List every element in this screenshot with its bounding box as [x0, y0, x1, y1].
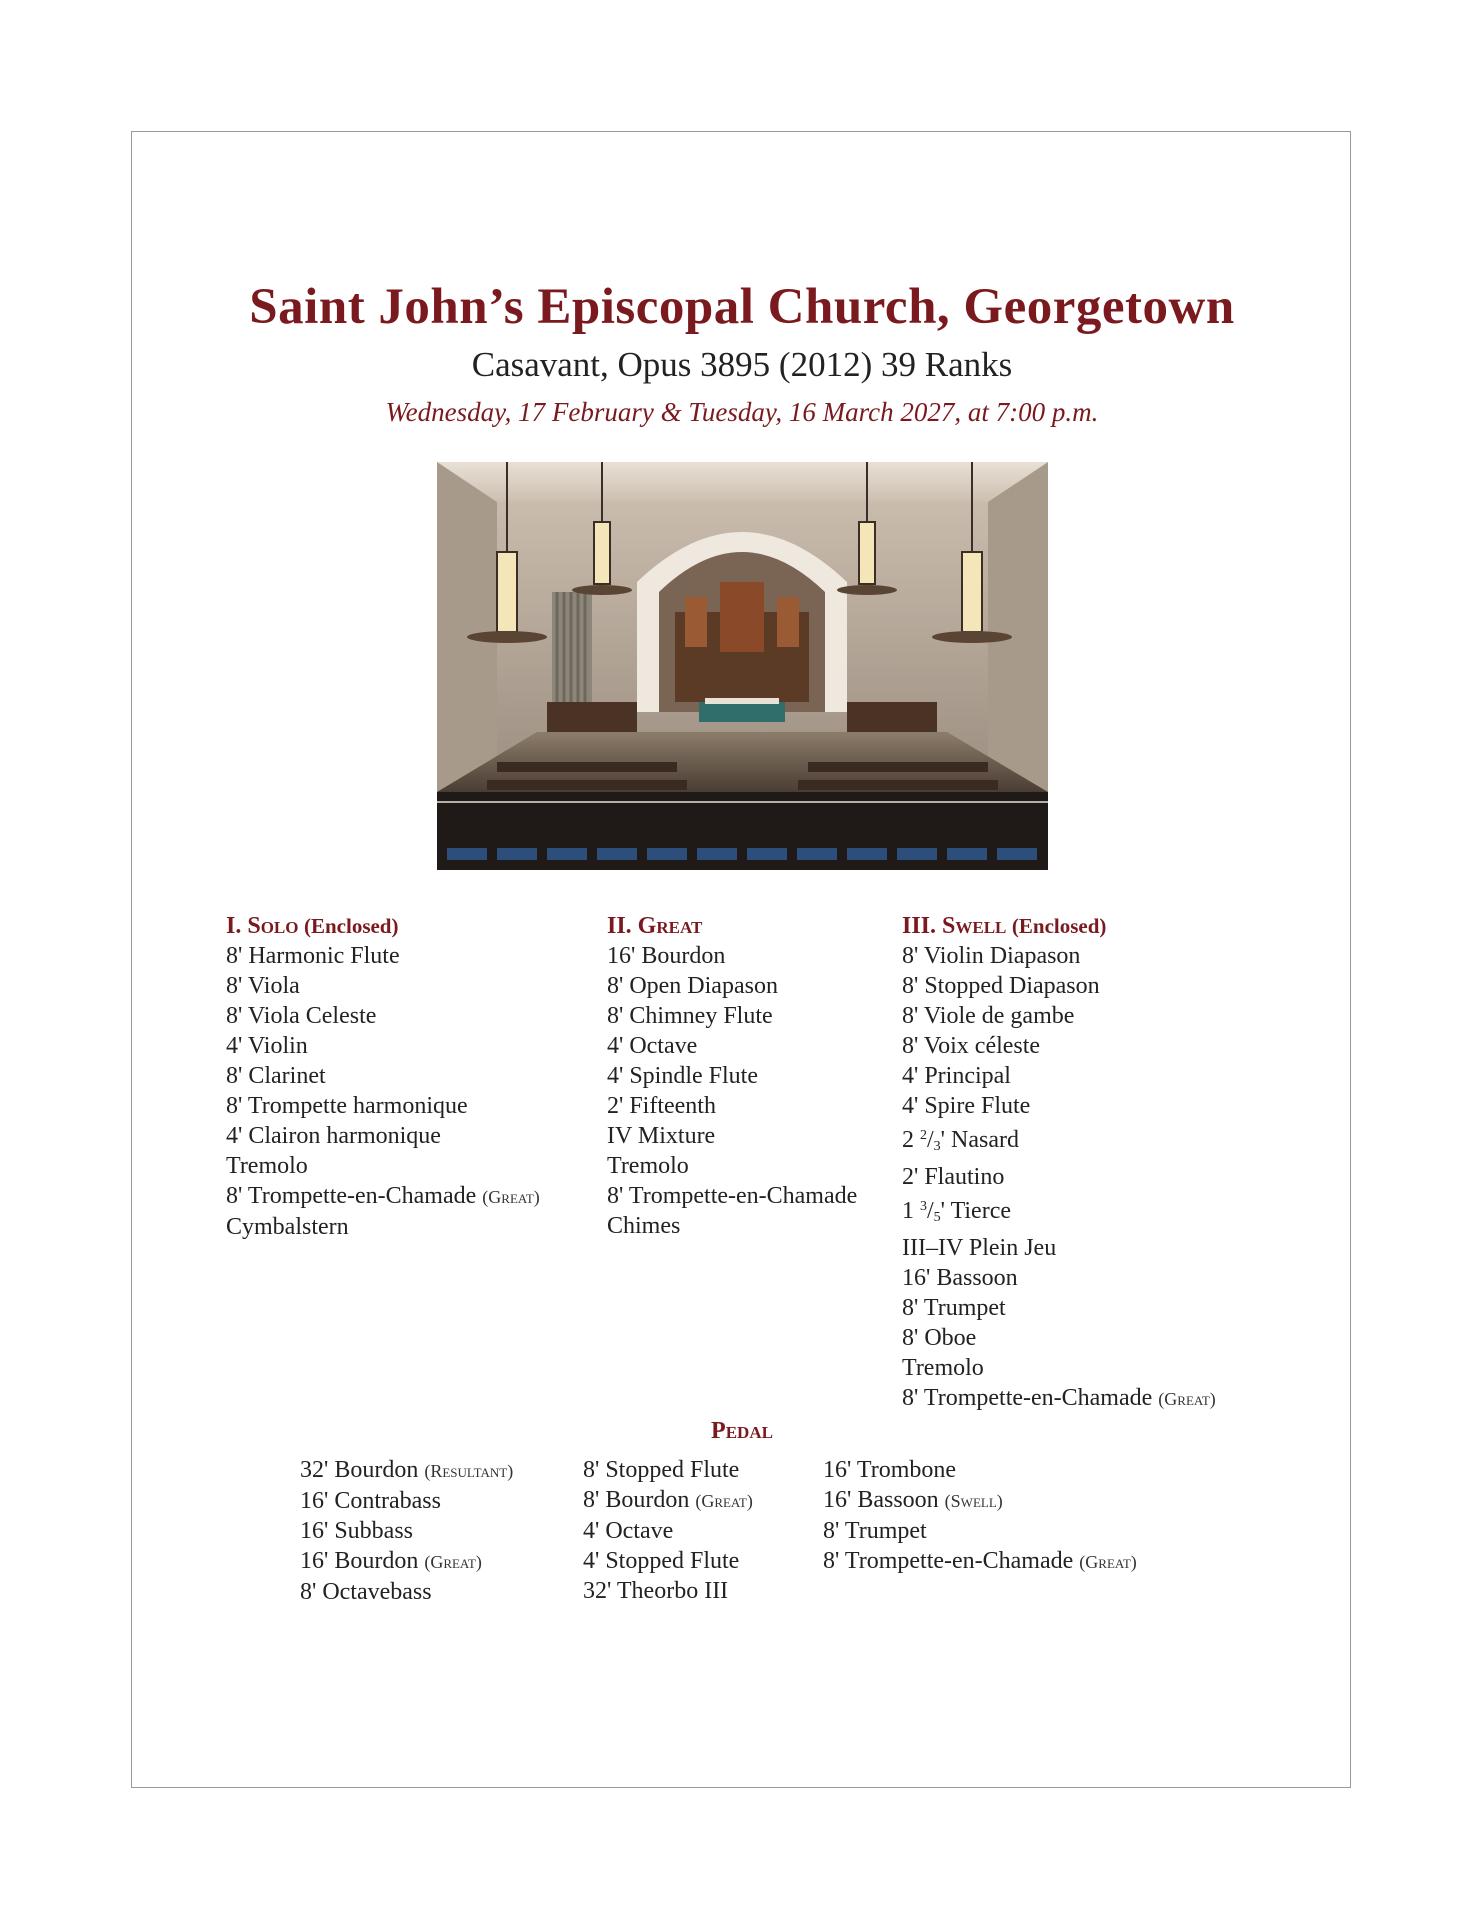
stop-item: 8' Violin Diapason: [902, 943, 1081, 969]
stop-item: 8' Octavebass: [300, 1579, 432, 1605]
stop-item: 8' Stopped Diapason: [902, 973, 1100, 999]
borrow-note: (Great): [1158, 1389, 1216, 1409]
division-heading: III. Swell (Enclosed): [902, 913, 1107, 939]
organ-subtitle: Casavant, Opus 3895 (2012) 39 Ranks: [471, 345, 1013, 384]
stop-item: 16' Contrabass: [300, 1488, 441, 1514]
stop-item: 8' Viola: [226, 973, 300, 999]
borrow-note: (Great): [482, 1187, 540, 1207]
stop-item: III–IV Plein Jeu: [902, 1235, 1057, 1261]
church-interior-photo: [437, 462, 1048, 870]
borrow-note: (Great): [1079, 1552, 1137, 1572]
stop-item: 16' Bourdon (Great): [300, 1548, 482, 1574]
stop-item: 4' Principal: [902, 1063, 1011, 1089]
pedal-column: [583, 1455, 753, 1606]
borrow-note: (Resultant): [424, 1461, 514, 1481]
borrow-note: (Great): [695, 1491, 753, 1511]
stop-item: 8' Trumpet: [823, 1518, 927, 1544]
stop-item: 8' Trompette-en-Chamade (Great): [226, 1183, 540, 1209]
concert-dateline: Wednesday, 17 February & Tuesday, 16 March 2027, at 7:00 p.m.: [385, 397, 1099, 427]
pedal-column: [300, 1455, 513, 1607]
stop-item: 4' Clairon harmonique: [226, 1123, 441, 1149]
stop-item: 32' Theorbo III: [583, 1578, 729, 1604]
stop-item: 2 $^2/_3'$ Nasard: [902, 1127, 1019, 1154]
division-great: [607, 911, 857, 1241]
stop-item: 8' Clarinet: [226, 1063, 326, 1089]
stop-item: 4' Violin: [226, 1033, 308, 1059]
stop-item: 16' Bassoon: [902, 1265, 1018, 1291]
stop-item: 8' Open Diapason: [607, 973, 778, 999]
stop-item: Tremolo: [607, 1153, 689, 1179]
stop-item: 16' Subbass: [300, 1518, 414, 1544]
stop-item: 8' Oboe: [902, 1325, 977, 1351]
division-heading: II. Great: [607, 913, 703, 939]
page-title: Saint John’s Episcopal Church, Georgetown: [249, 279, 1235, 335]
stop-item: 32' Bourdon (Resultant): [300, 1457, 514, 1483]
stop-item: 8' Trompette-en-Chamade: [607, 1183, 858, 1209]
stop-item: Chimes: [607, 1213, 681, 1239]
stop-item: 8' Voix céleste: [902, 1033, 1041, 1059]
stop-item: 16' Trombone: [823, 1457, 957, 1483]
stop-item: 4' Spindle Flute: [607, 1063, 758, 1089]
stop-item: 4' Octave: [607, 1033, 698, 1059]
stop-item: 4' Spire Flute: [902, 1093, 1031, 1119]
stop-item: 4' Stopped Flute: [583, 1548, 740, 1574]
division-heading: I. Solo (Enclosed): [226, 913, 399, 939]
stop-item: 8' Trompette-en-Chamade (Great): [902, 1385, 1216, 1411]
stop-item: 8' Viola Celeste: [226, 1003, 377, 1029]
stop-item: 8' Bourdon (Great): [583, 1487, 753, 1513]
stop-item: 8' Stopped Flute: [583, 1457, 740, 1483]
stop-item: 8' Chimney Flute: [607, 1003, 773, 1029]
stop-item: 8' Harmonic Flute: [226, 943, 400, 969]
stop-item: 8' Trompette-en-Chamade (Great): [823, 1548, 1137, 1574]
stop-item: 8' Viole de gambe: [902, 1003, 1075, 1029]
division-swell: [902, 911, 1216, 1414]
borrow-note: (Swell): [944, 1491, 1003, 1511]
pedal-heading: Pedal: [711, 1418, 773, 1444]
stop-item: 2' Flautino: [902, 1164, 1005, 1190]
stop-item: Tremolo: [226, 1153, 308, 1179]
division-solo: [226, 911, 540, 1242]
stop-item: 4' Octave: [583, 1518, 674, 1544]
stop-item: 1 $^3/_5'$ Tierce: [902, 1198, 1011, 1225]
borrow-note: (Great): [424, 1552, 482, 1572]
stop-item: 2' Fifteenth: [607, 1093, 716, 1119]
stop-item: 8' Trumpet: [902, 1295, 1006, 1321]
stop-item: Cymbalstern: [226, 1214, 349, 1240]
stop-item: 16' Bourdon: [607, 943, 726, 969]
stop-item: IV Mixture: [607, 1123, 716, 1149]
pedal-column: [823, 1455, 1137, 1577]
stop-item: 8' Trompette harmonique: [226, 1093, 468, 1119]
stop-item: Tremolo: [902, 1355, 984, 1381]
stop-item: 16' Bassoon (Swell): [823, 1487, 1003, 1513]
